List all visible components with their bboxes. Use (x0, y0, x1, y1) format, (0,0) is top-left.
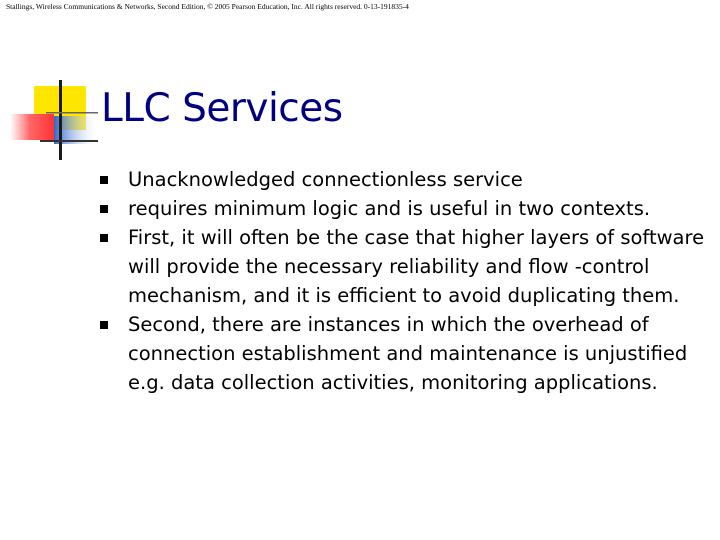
square-bullet-icon (100, 205, 108, 213)
square-bullet-icon (100, 176, 108, 184)
square-bullet-icon (100, 234, 108, 242)
bullet-item (128, 223, 708, 310)
slide-title: LLC Services (101, 86, 343, 131)
bullet-text: requires minimum logic and is useful in two contexts. (128, 197, 651, 220)
copyright-notice: Stallings, Wireless Communications & Networks, Second Edition, © 2005 Pearson Education, Inc. All rights reserved. 0-13-191835-4 (6, 2, 409, 11)
bullet-list (128, 165, 708, 397)
bullet-text: Second, there are instances in which the overhead of connection establishment and maintenance is unjustified e.g. data collection activities, monitoring applications. (128, 313, 688, 394)
square-bullet-icon (100, 321, 108, 329)
bullet-text: First, it will often be the case that higher layers of software will provide the necessary reliability and flow -control mechanism, and it is efficient to avoid duplicating them. (128, 226, 705, 307)
bullet-item (128, 165, 708, 194)
slide-decoration-logo (0, 0, 100, 170)
bullet-item (128, 310, 708, 397)
bullet-item (128, 194, 708, 223)
bullet-text: Unacknowledged connectionless service (128, 168, 523, 191)
